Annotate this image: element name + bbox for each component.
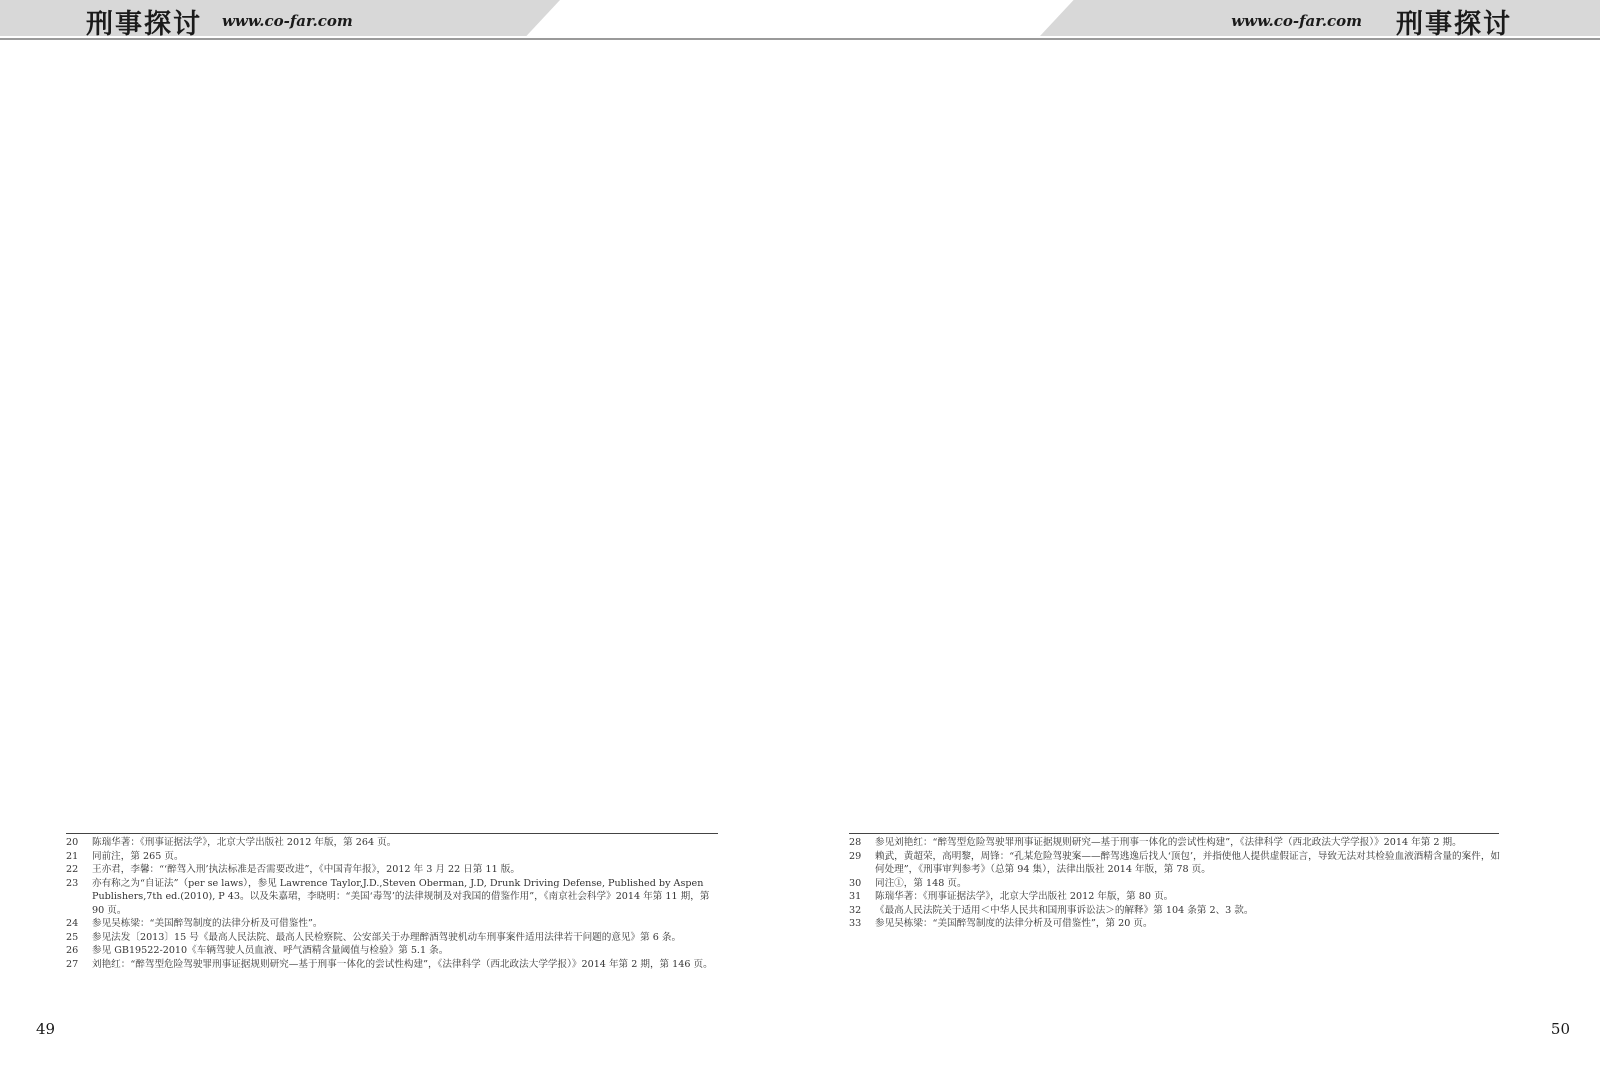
- right-page-footnotes: [849, 836, 1501, 931]
- footnote-text: 陈瑞华著：《刑事证据法学》，北京大学出版社 2012 年版，第 80 页。: [875, 891, 1174, 902]
- footnote-text: 参见 GB19522-2010《车辆驾驶人员血液、呼气酒精含量阈值与检验》第 5.1 条。: [92, 945, 449, 956]
- left-page-footnotes: [66, 836, 720, 971]
- footnote-number: 30: [849, 877, 862, 889]
- footnote: [66, 836, 720, 850]
- footnote-number: 27: [66, 958, 79, 970]
- footnote-rule: [66, 833, 718, 834]
- journal-website: www.co-far.com: [222, 12, 353, 30]
- footnote-number: 33: [849, 918, 862, 929]
- footnote: [849, 890, 1501, 904]
- right-page-header: [800, 0, 1600, 40]
- footnote-number: 25: [66, 931, 79, 943]
- footnote-number: 21: [66, 850, 79, 862]
- footnote: [849, 904, 1501, 918]
- journal-brand: 刑事探讨: [1396, 9, 1512, 40]
- footnote-number: 26: [66, 945, 79, 956]
- footnote: [66, 944, 720, 958]
- footnote-text: 《最高人民法院关于适用＜中华人民共和国刑事诉讼法＞的解释》第 104 条第 2、3 款。: [875, 904, 1254, 916]
- footnote-number: 32: [849, 904, 862, 916]
- footnote: [66, 917, 720, 931]
- footnote-text: 同注①，第 148 页。: [875, 877, 967, 889]
- footnote-number: 31: [849, 891, 862, 902]
- footnote: [66, 850, 720, 864]
- page-number: 50: [1550, 1020, 1570, 1038]
- footnote-text: 陈瑞华著：《刑事证据法学》，北京大学出版社 2012 年版，第 264 页。: [92, 837, 397, 848]
- footnote: [66, 877, 720, 918]
- footnote-text: 参见刘艳红：“醉驾型危险驾驶罪刑事证据规则研究—基于刑事一体化的尝试性构建”，《法律科学（西北政法大学学报）》2014 年第 2 期。: [875, 837, 1462, 848]
- footnote-number: 28: [849, 837, 862, 848]
- left-page-header: [0, 0, 800, 40]
- footnote-text: 参见吴栋梁：“美国醉驾制度的法律分析及可借鉴性”，第 20 页。: [875, 918, 1153, 929]
- footnote-text: 赖武，黄超荣，高明黎，周锋：“孔某危险驾驶案——醉驾逃逸后找人‘顶包’，并指使他人提供虚假证言，导致无法对其检验血液酒精含量的案件，如何处理”，《刑事审判参考》（总第 94 集），法律出版社 2014 年版，第 78 页。: [875, 850, 1501, 875]
- footnote: [849, 877, 1501, 891]
- footnote: [66, 931, 720, 945]
- footnote-text: 王亦君，李馨：“‘醉驾入刑’执法标准是否需要改进”，《中国青年报》，2012 年 3 月 22 日第 11 版。: [92, 864, 520, 875]
- footnote: [849, 850, 1501, 877]
- footnote-number: 24: [66, 918, 79, 929]
- page-number: 49: [36, 1020, 56, 1038]
- footnote-number: 29: [849, 850, 862, 862]
- footnote-text: 参见法发〔2013〕15 号《最高人民法院、最高人民检察院、公安部关于办理醉酒驾驶机动车刑事案件适用法律若干问题的意见》第 6 条。: [92, 931, 682, 943]
- footnote-text: 亦有称之为“自证法”（per se laws），参见 Lawrence Taylor,J.D.,Steven Oberman, J.D, Drunk Driving Defense, Published by Aspen Publishers,7th ed.(2010), P 43。以及朱嘉珺，李晓明：“美国‘毒驾’的法律规制及对我国的借鉴作用”，《南京社会科学》2014 年第 11 期，第 90 页。: [92, 877, 710, 916]
- footnote-text: 参见吴栋梁：“美国醉驾制度的法律分析及可借鉴性”。: [92, 918, 323, 929]
- footnote: [66, 863, 720, 877]
- footnote-rule: [849, 833, 1499, 834]
- right-page: [800, 0, 1600, 1077]
- footnote: [66, 958, 720, 972]
- footnote: [849, 917, 1501, 931]
- footnote-text: 刘艳红：“醉驾型危险驾驶罪刑事证据规则研究—基于刑事一体化的尝试性构建”，《法律科学（西北政法大学学报）》2014 年第 2 期，第 146 页。: [92, 958, 713, 970]
- journal-brand: 刑事探讨: [86, 9, 202, 40]
- footnote-text: 同前注，第 265 页。: [92, 850, 184, 862]
- journal-website: www.co-far.com: [1231, 12, 1362, 30]
- footnote: [849, 836, 1501, 850]
- footnote-number: 20: [66, 837, 79, 848]
- footnote-number: 22: [66, 864, 79, 875]
- footnote-number: 23: [66, 877, 79, 889]
